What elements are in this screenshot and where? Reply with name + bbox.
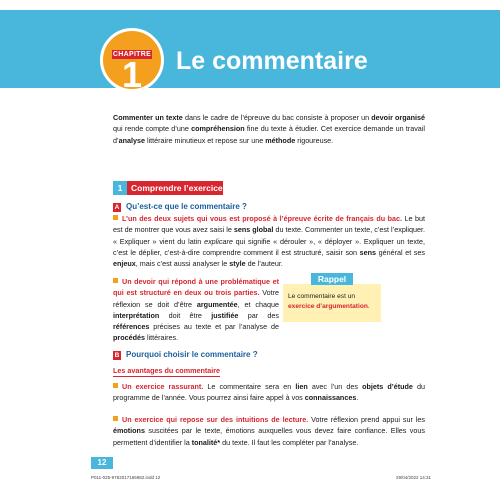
page-number: 12	[91, 457, 113, 469]
section-title: Comprendre l’exercice	[131, 183, 223, 193]
subheading-title: Pourquoi choisir le commentaire ?	[126, 350, 258, 359]
bullet-paragraph: Un devoir qui répond à une problématique et qui est structuré en deux ou trois parties. Votre réflexion se doit d’être argumentée, et chaque interprétation doit être justifiée par des références précises au texte et par l’analyse de procédés littéraires.	[113, 277, 279, 343]
chapter-label: CHAPITRE	[112, 51, 152, 58]
intro-paragraph: Commenter un texte dans le cadre de l’épreuve du bac consiste à proposer un devoir organisé qui rende compte d’une compréhension fine du texte à étudier. Cet exercice demande un travail d’analyse littéraire minutieux et repose sur une méthode rigoureuse.	[113, 113, 426, 145]
bullet-paragraph: Un exercice qui repose sur des intuitions de lecture. Votre réflexion prend appui sur les émotions suscitées par le texte, émotions auxquelles vous devez faire confiance. Elles vous permettent d’identifier la tonalité* du texte. Il faut les compléter par l’analyse.	[113, 415, 425, 447]
page-title: Le commentaire	[176, 47, 368, 75]
bullet-square-icon	[113, 416, 118, 421]
bullet-square-icon	[113, 383, 118, 388]
subheading-a	[113, 201, 247, 213]
subheading-letter: B	[114, 351, 120, 359]
subheading-letter: A	[114, 203, 120, 211]
subheading-b	[113, 349, 258, 361]
print-footer	[91, 475, 431, 480]
footer-file: P011-025-9782017165982.indd 12	[91, 475, 161, 480]
bullet-square-icon	[113, 215, 118, 220]
rappel-title: Rappel	[311, 273, 353, 285]
section-number: 1	[113, 181, 127, 195]
subheading-title: Qu’est-ce que le commentaire ?	[126, 202, 247, 211]
section-heading	[113, 181, 223, 195]
chapter-number: 1	[121, 54, 143, 95]
rappel-text: Le commentaire est un exercice d’argumentation.	[288, 293, 370, 310]
footer-date: 29/04/2022 14:31	[395, 475, 431, 480]
bullet-paragraph: L’un des deux sujets qui vous est proposé à l’épreuve écrite de français du bac. Le but est de montrer que vous avez saisi le sens global du texte. Commenter un texte, c’est l’expliquer. « Expliquer » vient du latin explicare qui signifie « dérouler », « déployer ». Expliquer un texte, c’est le déplier, c’est-à-dire comprendre comment il est structuré, saisir son sens général et ses enjeux, mais c’est aussi analyser le style de l’auteur.	[113, 214, 426, 269]
avantages-heading: Les avantages du commentaire	[113, 366, 221, 375]
bullet-square-icon	[113, 278, 118, 283]
bullet-paragraph: Un exercice rassurant. Le commentaire sera en lien avec l’un des objets d’étude du programme de l’année. Vous pourrez ainsi faire appel à vos connaissances.	[113, 382, 425, 403]
